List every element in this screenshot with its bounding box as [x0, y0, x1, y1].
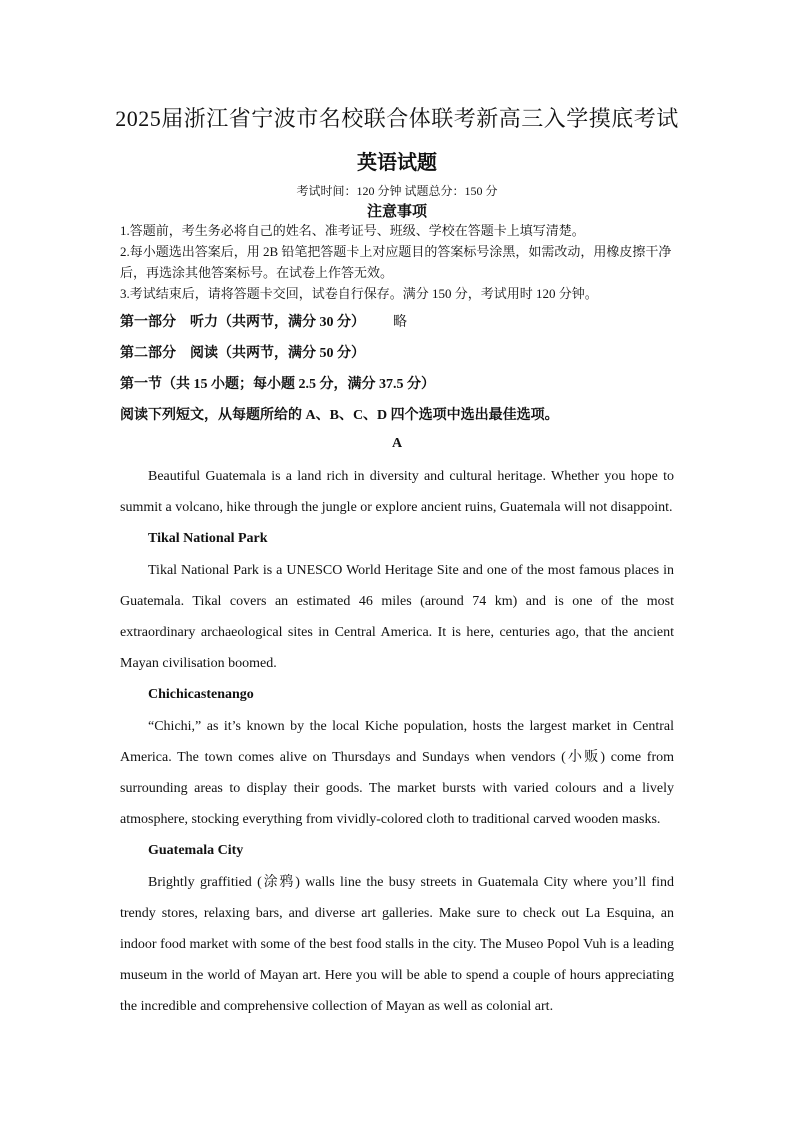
notice-list: [120, 220, 680, 304]
passage-label: A: [391, 436, 403, 451]
notice-item: 2.每小题选出答案后，用 2B 铅笔把答题卡上对应题目的答案标号涂黑，如需改动，用橡皮擦干净后，再选涂其他答案标号。在试卷上作答无效。: [120, 244, 672, 280]
section-heading-tikal: Tikal National Park: [148, 531, 268, 547]
reading-instruction: 阅读下列短文，从每题所给的 A、B、C、D 四个选项中选出最佳选项。: [120, 408, 559, 423]
part1-title: 第一部分 听力（共两节，满分 30 分）: [120, 315, 365, 330]
subject-title: 英语试题: [357, 152, 437, 174]
section-text-chichicastenango: “Chichi,” as it’s known by the local Kiche population, hosts the largest market in Central America. The town comes alive on Thursdays and Sundays when vendors (小贩) come from surrounding areas to display their goods. The market bursts with varied colours and a lively atmosphere, stocking everything from vividly-colored cloth to traditional carved wooden masks.: [120, 718, 674, 828]
part2-heading: 第二部分 阅读（共两节，满分 50 分）: [120, 346, 365, 361]
passage-intro: Beautiful Guatemala is a land rich in diversity and cultural heritage. Whether you hope to summit a volcano, hike through the jungle or explore ancient ruins, Guatemala will not disappoint.: [120, 469, 674, 516]
section-heading-guatemala-city: Guatemala City: [148, 843, 244, 859]
exam-info: 考试时间：120 分钟 试题总分：150 分: [296, 184, 498, 198]
notice-heading: 注意事项: [366, 204, 427, 220]
section-text-tikal: Tikal National Park is a UNESCO World Heritage Site and one of the most famous places in Guatemala. Tikal covers an estimated 46 miles (around 74 km) and is one of the most extraordinary archaeological sites in Central America. It is here, centuries ago, that the ancient Mayan civilisation boomed.: [120, 562, 674, 672]
section1-heading: 第一节（共 15 小题；每小题 2.5 分，满分 37.5 分）: [120, 377, 435, 392]
section-heading-chichicastenango: Chichicastenango: [148, 687, 254, 703]
exam-title: 2025届浙江省宁波市名校联合体联考新高三入学摸底考试: [115, 106, 679, 131]
notice-item: 3.考试结束后，请将答题卡交回，试卷自行保存。满分 150 分，考试用时 120 分钟。: [120, 286, 598, 301]
notice-item: 1.答题前，考生务必将自己的姓名、准考证号、班级、学校在答题卡上填写清楚。: [120, 223, 585, 238]
section-text-guatemala-city: Brightly graffitied (涂鸦) walls line the busy streets in Guatemala City where you’ll find trendy stores, relaxing bars, and diverse art galleries. Make sure to check out La Esquina, an indoor food market with some of the best food stalls in the city. The Museo Popol Vuh is a leading museum in the world of Mayan art. Here you will be able to spend a couple of hours appreciating the incredible and comprehensive collection of Mayan as well as colonial art.: [120, 874, 674, 1015]
part1-omitted-note: 略: [393, 315, 407, 330]
part1-heading: [120, 311, 407, 331]
passage-body: [120, 461, 674, 1023]
